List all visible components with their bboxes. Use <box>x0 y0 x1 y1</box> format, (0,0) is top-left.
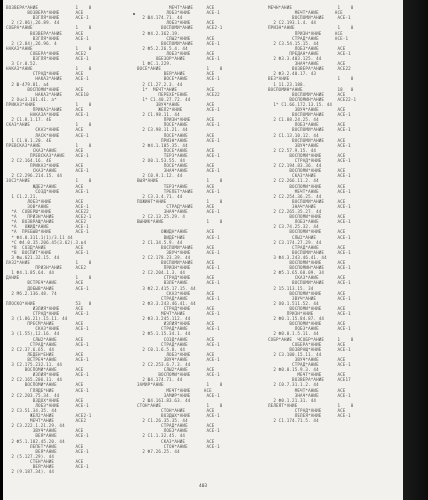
index-line: 2 Ф3.3.403.125. 44 <box>268 56 322 61</box>
index-line: ПРИЗН*АНИЕ АСЕ-1 <box>137 265 220 271</box>
index-line: СТРАД*АНИЕ АСЕ <box>137 275 215 281</box>
index-line: СТЕН*АНИЕ АСЕ <box>6 458 84 464</box>
index-line: ПЛОСКО*АНИЕ 53 0 <box>6 300 92 306</box>
index-line: СКАЗ*АНИЕ АСЕ <box>137 290 215 296</box>
index-line: *А СОВЕРШ*АНИЕ АСЕ22 <box>6 209 89 214</box>
index-line: НАКАЗ*АНИЕ 1 0 <box>6 66 92 72</box>
index-line: ВОЗВЕРА*АНИЕ АСЕ17 <box>268 377 351 383</box>
index-line: 1 11.23.188. <box>268 81 306 87</box>
index-line: ВОСПОМИН*АНИЕ 18 0 <box>268 86 354 92</box>
index-line: 2 Ш4.161.83.63. 44 <box>137 397 191 403</box>
index-line: 2 Ф0.0.1.5.11. 44 <box>268 331 319 337</box>
index-line: СТРАД*АНИЕ АСЕ-1 <box>137 295 220 301</box>
index-line: 2 С0.9.1.12. 44 <box>137 173 183 179</box>
index-line: ИЗЛИЯ*АНИЕ АСЕ <box>137 321 215 327</box>
index-line: ОБЕЗОР*АНИЕ АСЕ-1 <box>137 56 220 61</box>
index-line: ВОСПОМИ*АНИЕ АСЕ-1 <box>137 372 220 378</box>
index-line: 2 С2.296.214.15. 44 <box>6 173 63 179</box>
index-line: ЛОБЗ*АНИЕ АСЕ <box>268 122 346 128</box>
index-line: ПРЕДАН*АНИЕ АСЕ-1 <box>268 50 351 56</box>
index-line: 2 С2.13.25.29. 4 <box>137 214 186 220</box>
index-line: ВОСПОМИ*АНИЕ АСЕ-1 <box>268 127 351 133</box>
index-line: 2 Ш4.174.71. 44 <box>137 377 183 383</box>
index-line: 2 С2.194.83.36. 44 <box>268 163 322 169</box>
index-line: СТРАД*АНИЕ АСЕ-1 <box>268 362 351 367</box>
index-line: ВЕЗ*АНИЕ 1 0 <box>268 76 354 82</box>
index-line: ВОСПОМИ*АНИЕ АСЕ-1 <box>268 280 351 286</box>
index-line: ДАНИЕ 1 0 <box>6 275 92 281</box>
index-line: ЗВУЧ*АНИЕ АСЕ-1 <box>268 295 351 301</box>
index-line: ВОЗДЫХ*АНИЕ АСЕ-1 <box>137 413 220 418</box>
index-line: ВОЗВЕРА*АНИЕ АСЕ22 <box>268 66 351 72</box>
index-line: МЕЧТ*АНИЕ АСЕ-1 <box>137 311 220 316</box>
index-line: 2 С2.203.75.34. 44 <box>6 392 60 398</box>
index-line: ЗВУЧ*АНИЕ АСЕ <box>137 101 215 107</box>
index-line: ЛЕПЕТ*АНИЕ АСЕ <box>6 443 84 449</box>
index-line: СТРАД*АНИЕ АСЕ <box>137 305 215 311</box>
index-line: СТРАД*АНИЕ АСЕ-1 <box>268 158 351 163</box>
index-line: 2 С1.88.24.25. 44 <box>268 117 319 123</box>
index-line: МЕЧТ*АНИЕ АСЕ <box>137 387 212 393</box>
index-line: МЕЧТ*АНИЕ АСЕ <box>268 387 346 393</box>
index-line: 2 О0.1.53.55. 44 <box>137 158 186 163</box>
index-line: 2 Ф4.1.105.35. 44 <box>137 142 188 148</box>
index-line: ЛОБЗ*АНИЕ АСЕ-1 <box>6 402 89 408</box>
index-line: ЛОБЗ*АНИЕ АСЕ-1 <box>268 219 351 225</box>
index-line: ЛЕДЕН*ЕНИЕ АСЕ <box>6 351 84 357</box>
index-line: ВОСПОМИ*АНИЕ АСЕ <box>268 91 346 97</box>
index-line: 2 С3.3.4.71. 44 <box>137 193 183 199</box>
index-line: *А ВОЗВРАЩ*АНИЕ АСЕ2 <box>6 219 87 225</box>
index-line: НАКАЗ*АНИЕ АСЕ10 <box>6 91 89 97</box>
index-line: ВОСПОМИ*АНИЕ АСЕ <box>268 229 346 235</box>
index-line: ВОСПОМИ*АНИЕ АСЕ <box>6 367 84 373</box>
index-line: ЛОБЗ*АНИЕ АСЕ-1 <box>268 326 351 332</box>
index-line: 2 С2.265.35.27. 44 <box>268 209 322 214</box>
index-line: ЗВУЧ*АНИЕ АСЕ-1 <box>137 356 220 362</box>
index-line: ВОСПОМИ*АНИЕ АСЕ-1 <box>268 15 351 21</box>
index-line: 2 (5.127.29). 44 <box>6 453 55 459</box>
index-line: 2 С1.1.32.45. 44 <box>137 433 186 439</box>
index-line: СТРАД*АНИЕ АСЕ <box>6 71 84 77</box>
index-line: ПРЕВСКАЗ*АНИЕ АСЕ-1 <box>6 152 89 158</box>
index-line: ВОСПОМИ*АНИЕ АСЕ2-1 <box>137 25 223 31</box>
index-line: НАКАЗ*АНИЕ АСЕ-1 <box>6 76 89 82</box>
index-line: 2 Ф5.1.15.34.1. 44 <box>137 331 191 337</box>
index-line: *В СОЗД*АНИЕ АСЕ <box>6 244 84 250</box>
index-line: 2 С2.253.6.7.3. 44 <box>137 362 191 367</box>
index-line: ПРИЗН*АНИЕ АСЕ2 <box>6 265 87 271</box>
index-line: 2 С1.13.10.12. 44 <box>268 132 319 138</box>
index-line: 2 С1.27.2.3. 44 <box>137 81 183 87</box>
index-line: ВОЗВЕРА*АНИЕ АСЕ <box>6 30 84 36</box>
index-line: ЛОБЗ*АНИЕ АСЕ <box>6 198 84 204</box>
index-line: ЗОВ*АНИЕ АСЕ-1 <box>6 203 89 209</box>
index-line: ВЗГЛЯ*АНИЕ АСЕ-1 <box>6 15 89 21</box>
index-line: ВОСПОМИ*АНИЕ АСЕ-1 <box>268 112 351 118</box>
index-line: ВОСЕ*АНИЕ АСЕ-1 <box>137 76 220 82</box>
index-line: 2 С2.164.16. 4Е <box>6 158 52 163</box>
index-line: СОБЕРА*АНИЕ АСЕ2 <box>6 50 87 56</box>
index-line: ВОЗВЕРА*АНИЕ 1 0 <box>6 5 92 10</box>
index-line: ЛАСК*АНИЕ АСЕ-1 <box>6 132 89 138</box>
index-line: 3 (1.86.21).15.11. 44 <box>6 316 68 322</box>
index-line: ПОСЕ*АНИЕ АСЕ <box>137 132 215 138</box>
index-line: СТРАД*АНИЕ АСЕ-1 <box>137 341 220 347</box>
index-line: ВЫНИК*АНИЕ 1 0 <box>137 219 223 225</box>
index-line: ЗАМИР*АНИЕ АСЕ-1 <box>137 392 220 398</box>
index-line: ЗНАЧ*АНИЕ АСЕ-1 <box>268 392 351 398</box>
index-line: 3 С2.175.232.11. 44 <box>6 362 63 367</box>
index-line: СКАЗ*АНИЕ АСЕ-1 <box>6 168 89 174</box>
index-line: СЛЫ2*АНИЕ АСЕ <box>137 367 215 373</box>
index-line: ЛОБЗ*АНИЕ АСЕ <box>137 20 215 26</box>
index-line: ЗНАЧ*АНИЕ АСЕ-1 <box>137 168 220 174</box>
index-line: ВОСПОМИ*АНИЕ АСЕ <box>268 260 346 265</box>
index-line: ЗНАЧ*АНИЕ АСЕ-1 <box>137 209 220 214</box>
index-line: ЛОБЗ*АНИЕ АСЕ <box>137 50 215 56</box>
index-line: МЕЧТ*АНИЕ АСЕ <box>268 372 346 378</box>
index-line: 2 Ф0.1.15.84.87. 44 <box>268 316 325 322</box>
index-line: 2 Ш4.174.71. 44 <box>137 15 183 21</box>
index-line: 2 (2.86),26.89. 44 <box>6 20 60 26</box>
index-line: ВОСПОМИ*АНИЕ АСЕ <box>137 244 215 250</box>
index-line: ПРИКАЗ*АНИЕ АСЕ <box>6 107 84 112</box>
index-line: 2 Ф5.1.65.68.09. 34 <box>268 270 325 276</box>
index-line: НАКАЗА*АНИЕ АСЕ-1 <box>6 112 89 118</box>
index-line: СКАЗ*АНИЕ АСЕ-1 <box>6 326 89 332</box>
index-line: СТРАД*АНИЕ АСЕ-1 <box>6 311 89 316</box>
index-line: ВСТРЕЧ*АНИЕ АСЕ <box>6 280 84 286</box>
index-line: ВОСПОМИ*АНИЕ АСЕ <box>6 86 84 92</box>
index-line: 2 С3.74.25.32. 44 <box>268 224 319 230</box>
index-line: ВЫЯ*АНИЕ 1 0 <box>137 178 223 184</box>
index-line: ЖДЕ2*АНИЕ АСЕ <box>6 183 84 189</box>
index-line: ВОСПОМИН*АНИЕ АСЕ22-1 <box>268 96 357 102</box>
index-line: ПРИЗН*АНИЕ АСЕ-1 <box>137 137 220 143</box>
index-line: 1 С1.2.21. <box>6 193 39 199</box>
column-middle <box>137 0 265 490</box>
index-line: ИЗЛИЯ*АНИЕ АСЕ-1 <box>6 372 89 378</box>
index-line: 1 ФС.1.229. <box>137 61 172 67</box>
index-line: СТОН*АНИЕ 1 0 <box>137 402 223 408</box>
index-line: ВЗГЛЯ*АНИЕ АСЕ-1 <box>6 56 89 61</box>
index-line: 2 С1.98.11. 44 <box>137 112 180 118</box>
index-line: МЕЧТ*АНИЕ АСЕ2 <box>6 418 87 424</box>
index-line: *А ПРЕБЫВ*АНИЕ АСЕ-1 <box>6 229 89 235</box>
index-line: СТОН*АНИЕ АСЕ-1 <box>137 443 220 449</box>
index-line: 2 С3.222.1.21.29. 44 <box>6 423 65 429</box>
index-line: ВЗДОХ*АНИЕ АСЕ <box>6 397 84 403</box>
index-line: ЛЕЛЕЯ*АНИЕ АСЕ-1 <box>268 413 351 418</box>
index-line: ПРИКАЗ*АНИЕ АСЕ <box>6 163 84 169</box>
index-line: ЗВУЧ*АНИЕ АСЕ <box>268 107 346 112</box>
index-line: 3 Ф2.2.415.17.15. 44 <box>137 285 196 291</box>
index-line: СОЗД*АНИЕ АСЕ-1 <box>6 188 89 194</box>
index-line: СКАЗ*АНИЕ АСЕ <box>137 438 215 444</box>
index-line: ПОЖИНТ*АНИЕ 1 0 <box>137 198 223 204</box>
index-line: 2 Ш-479.81. а4 <box>6 81 49 87</box>
index-line: 1* С1.66.172.13.15. 44 <box>268 101 333 107</box>
index-line: 2 Ф0.0.15.9.3. 44 <box>268 367 319 373</box>
index-line: 2 Мб.2.136.48. 74 <box>6 290 57 296</box>
index-line: ЗНАЧ*АНИЕ АСЕ-1 <box>268 203 351 209</box>
index-line: ВЗГЛЯ*АНИЕ АСЕ-1 <box>6 35 89 41</box>
index-line: СТРАД*АНИЕ АСЕ-1 <box>6 341 89 347</box>
index-line: 1 С1.0.1.20. 4Е <box>6 137 52 143</box>
index-line: *В ВОСПИТ*АНИЕ АСЕ-1 <box>6 249 89 255</box>
index-line: ПРИЗН*АНИЕ АСЕ <box>137 117 215 123</box>
index-line: ВЗЛЕ*АНИЕ АСЕ-1 <box>137 280 220 286</box>
index-line: ЗАМИР*АНИЕ 1 0 <box>137 382 223 388</box>
index-line: ТРЕПЕТ*АНИЕ АСЕ-1 <box>137 188 220 194</box>
index-line: СТОН*АНИЕ АСЕ <box>137 407 215 413</box>
index-line: ВЕЯ*АНИЕ АСЕ-1 <box>6 448 89 454</box>
index-line: 1 Ф4.1.85.64. 44 <box>6 270 55 276</box>
index-line: ВИДЕ*НИЕ АСЕ-1 <box>137 234 220 240</box>
index-line: 2 (2.84),26.96. 4 <box>6 40 57 46</box>
index-line: ПОСЕ*АНИЕ АСЕ-1 <box>137 122 220 128</box>
index-line: ЛОБЗ*АНИЕ АСЕ <box>137 351 215 357</box>
index-line: ПРЕСМ*АНИЕ АСЕ <box>6 321 84 327</box>
index-line: НАКАЗ*АНИЕ 1 0 <box>6 45 92 51</box>
index-line: СТРАД*АНИЕ АСЕ-1 <box>268 35 349 41</box>
index-line: 2 С2.178.23.39. 44 <box>137 254 191 260</box>
index-line: 2 О0.1.511.52. 44 <box>268 300 319 306</box>
index-line: 2 С2.204.1.3. 44 <box>137 270 186 276</box>
index-line: 2 Ф4.2.362.19. <box>137 30 180 36</box>
index-line: *А ОЖИД*АНИЕ АСЕ-1 <box>6 224 89 230</box>
index-line: СКАЗ*АНИЕ АСЕ-1 <box>268 173 351 179</box>
index-line: ВОСПОМИ*АНИЕ АСЕ <box>137 260 215 265</box>
index-line: ТЕРЗ*АНИЕ АСЕ-1 <box>137 152 220 158</box>
index-line: ПРИЗН*АНИЕ АСЕ-1 <box>268 311 351 316</box>
index-line: ВОСПОМИ*АНИЕ АСЕ <box>268 321 346 327</box>
index-line: 2 С3.100.15.11. 44 <box>268 351 322 357</box>
index-line: 3 Фш.621.32.15. 44 <box>6 254 60 260</box>
index-line: МЕЧН*АНИЕ 1 0 <box>268 5 354 10</box>
column-left <box>6 0 134 490</box>
index-line: 2 С2.37.6.65. 44 <box>6 346 55 352</box>
index-line: ВОСПОМИ*АНИЕ АСЕ <box>268 214 346 220</box>
index-line: ВОСПОМИ*АНИЕ АСЕ-1 <box>137 40 220 46</box>
index-line: 2 С3.98.11.21. 44 <box>137 127 188 133</box>
index-line: СТРАД*АНИЕ АСЕ <box>137 203 215 209</box>
index-line: ЗВУЧ*АНИЕ АСЕ <box>6 428 84 434</box>
index-line: 3 Cr.0.52. <box>6 61 39 67</box>
scanned-page <box>3 0 403 500</box>
index-line: ВЕЯ*АНИЕ АСЕ <box>137 71 215 77</box>
index-line: СОБЕРА*АНИЕ АСЕ <box>268 341 346 347</box>
index-line: 2 Ф7.26.25. 44 <box>137 448 180 454</box>
index-line: ЖЕЛ2*АНИЕ АСЕ2-1 <box>6 413 92 418</box>
index-line: 2 С3.54.15.15. 44 <box>268 40 319 46</box>
index-line: ПРЕВСКАЗ*АНИЕ 1 0 <box>6 142 92 148</box>
index-line: 2 Ф0.1.21.31. 44 <box>268 397 317 403</box>
index-line: СТРАД*АНИЕ АСЕ <box>268 407 346 413</box>
index-line: ВОСПОМИ*АНИЕ АСЕ-1 <box>268 249 351 255</box>
index-line: 2 С1.8.1.17. 4Е <box>6 117 52 123</box>
index-line: 2 С0.7.31.1.2. 44 <box>268 382 319 388</box>
column-right <box>268 0 396 490</box>
index-line: ЗОС2*АНИЕ 1 0 <box>6 178 92 184</box>
index-line: 2 Ф5.1.182.45.20. 44 <box>6 438 65 444</box>
index-line: ВОСПОМИН*АНИЕ АСЕ-1 <box>268 265 351 271</box>
index-line: 2 С0.1.6.5.8. 44 <box>137 346 186 352</box>
index-line: ВОСПОМИ*АНИЕ АСЕ <box>268 290 346 296</box>
index-line: 2 С3.174.27.29. 44 <box>268 239 322 245</box>
index-line: 2 С1.174.71.5. 44 <box>268 418 319 424</box>
index-line: ПРИЗН*АНИЕ 1 0 <box>268 25 354 31</box>
index-line: 2 Ouc3.161.41. а* <box>6 96 57 102</box>
index-line: СКАЗ*АНИЕ АСЕ <box>6 127 84 133</box>
index-line: ВОСПОМИ*АНИЕ АСЕ <box>268 305 346 311</box>
index-line: ЗВУЧ*АНИЕ АСЕ-1 <box>268 142 351 148</box>
index-line: 2 С1.34.5.9. 44 <box>137 239 183 245</box>
index-line: ДОБЫВ*АНИЕ АСЕ-1 <box>6 285 89 291</box>
index-line: ОЖИДА*АНИЕ АСЕ <box>137 229 215 235</box>
index-line: СТРАД*АНИЕ АСЕ-1 <box>137 326 220 332</box>
index-line: 1* МЕЧТ*АНИЕ АСЕ <box>137 86 215 92</box>
index-line: ЗНАЧ*АНИЕ АСЕ <box>268 61 346 67</box>
index-line: 2 С1.26.35.35. 44 <box>137 418 188 424</box>
index-line: 2 Ф5.2.26.5.4. 44 <box>137 45 188 51</box>
index-line: ЛОБЗ*АНИЕ АСЕ <box>268 45 346 51</box>
index-line: ВЕЯ*АНИЕ АСЕ-1 <box>6 433 89 439</box>
index-line: ВСТРЕЧ*АНИЕ АСЕ-1 <box>6 356 89 362</box>
index-line: 2 С2.57.9.15. 44 <box>268 147 317 153</box>
index-line: ЛОБЗ*АНИЕ АСЕ-1 <box>137 10 220 16</box>
index-line: 2 Ф3.2.40.17. 43 <box>268 71 317 77</box>
index-line: ВОСПОМИ*АНИЕ АСЕ <box>268 152 346 158</box>
index-line: СЛЫ2*АНИЕ АСЕ <box>137 35 215 41</box>
index-line: ПРИКАЗ*АНИЕ 1 0 <box>6 101 92 107</box>
index-line: 3 Ф4.3.243.46.41. 44 <box>268 254 327 260</box>
index-line: ВОСПОМИ*АНИЕ АСЕ <box>6 382 84 388</box>
index-line: ЛЕЛЕЯТ*АНИЕ 1 0 <box>268 402 354 408</box>
index-line: МЕЧТ*АНИЕ АСЕ-1 <box>268 188 351 194</box>
index-line: ЛАЗ2*АНИЕ 1 0 <box>6 260 92 265</box>
index-line: 2 С2.254.36.25. 44 <box>268 193 322 199</box>
index-line: 3 (1.55),12.16. 44 <box>6 331 60 337</box>
index-line: 2 Ф3.3.243.46.41. 44 <box>137 300 196 306</box>
index-line: ПЕРЕХЕ*ЕНИЕ АСЕ22 <box>137 91 220 97</box>
index-line: ЛОБЗ*АНИЕ АСЕ-1 <box>137 428 220 434</box>
book-spine-shadow <box>403 0 428 500</box>
index-line: ВОСПОМИ*АНИЕ АСЕ <box>268 168 346 174</box>
index-line: * Ф4.0.311.1(1)/3.11 44 <box>6 234 73 240</box>
index-line: ЗВУЧ*АНИЕ АСЕ <box>268 356 346 362</box>
index-line: 2 С3.51.34.35. 44 <box>6 407 57 413</box>
index-line: 2 С2.165.206.11. 44 <box>6 377 63 383</box>
index-line: ВОЗВЕРА*АНИЕ АСЕ <box>6 10 84 16</box>
index-line: 2 15.113.15. 34 <box>268 285 314 291</box>
index-line: ВОЗВРАЩ*АНИЕ АСЕ-1 <box>268 346 351 352</box>
index-line: ПРИЗН*АНИЕ АСЕ <box>268 30 343 36</box>
index-line: ВОСЕ*АНИЕ 1 0 <box>137 66 223 72</box>
index-line: МЕЧТ*АНИЕ АСЕ <box>268 10 343 16</box>
index-line: СОБР*АНИЕ ЧСОБР*АНИЕ 1 0 <box>268 336 354 342</box>
index-line: *А ПРИЗН*АНИЕ АСЕ2-1 <box>6 214 92 220</box>
index-line: ПОСЕ*АНИЕ АСЕ <box>137 147 215 153</box>
index-line: *С Ф4.0.35.206.45(3.62).3.в4 <box>6 239 87 245</box>
index-line: СОБРА*АНИЕ 1 0 <box>6 25 92 31</box>
index-line: ПОСЕ*АНИЕ АСЕ <box>137 163 215 169</box>
index-line: ЖЕЛ2*АНИЕ АСЕ-1 <box>137 107 220 112</box>
index-line: СТРАД*АНИЕ АСЕ <box>268 244 346 250</box>
index-line: ВОСПОМИ*АНИЕ АСЕ <box>268 183 346 189</box>
index-line: ВОСПОМИ*АНИЕ АСЕ <box>268 198 346 204</box>
index-line: МЕЧТ*АНИЕ АСЕ <box>137 5 215 10</box>
index-line: ГЛЯДЕ*НИЕ АСЕ-1 <box>6 387 89 393</box>
index-line: ТЕРЗ*АНИЕ АСЕ <box>137 183 215 189</box>
index-line: СОЗД*АНИЕ АСЕ <box>137 336 215 342</box>
index-line: СЛЫ2*АНИЕ АСЕ <box>6 336 84 342</box>
index-line: ИЗЛИЯ*АНИЕ АСЕ <box>6 305 84 311</box>
index-line: СКАЗ*АНИЕ АСЕ <box>6 147 84 153</box>
index-line: ЗВУЧ*АНИЕ АСЕ-1 <box>137 249 220 255</box>
index-line: СКАЗ*АНИЕ АСЕ <box>268 275 346 281</box>
index-line: 2 С2.266.11.2. 44 <box>268 178 319 184</box>
index-line: СКАЗ*АНИЕ 1 0 <box>6 122 92 128</box>
index-line: 2 Ф3.3.245.112. 44 <box>137 316 191 322</box>
index-line: 1* С1.40.27.72. 44 <box>137 96 191 102</box>
index-line: ВЕЯ*АНИЕ АСЕ-1 <box>6 464 89 469</box>
index-line: ВОСПОМИ*АНИЕ АСЕ <box>268 137 346 143</box>
index-line: 2 (9.187.34). 44 <box>6 469 55 475</box>
index-line: СТРАД*АНИЕ АСЕ <box>137 423 215 429</box>
index-line: 2 С2.193.1.4. 44 <box>268 20 317 26</box>
page-number: 403 <box>199 484 208 489</box>
index-line: СЛЫ2*АНИЕ АСЕ-1 <box>268 234 351 240</box>
